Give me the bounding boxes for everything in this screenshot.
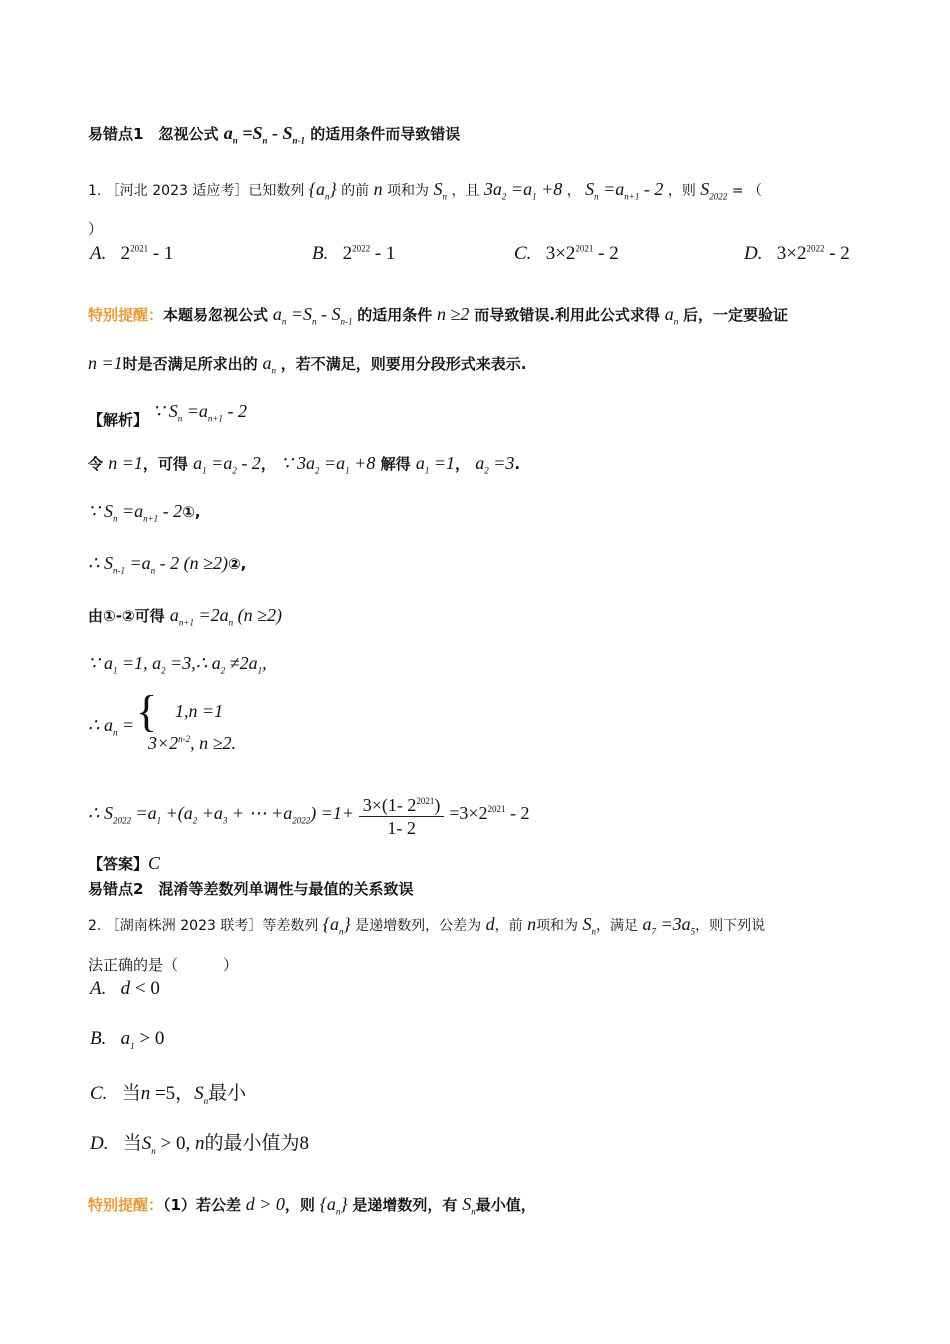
q1-text-d: ，: [566, 183, 581, 199]
tip2-d: d > 0: [245, 1194, 285, 1214]
piecewise-brace: {: [136, 687, 158, 736]
q1-close: ）: [88, 220, 104, 238]
tip1-text-d: 后，一定要验证: [682, 306, 788, 324]
tip1-formula: $a_n =S_n - S_{n-1}$: [272, 304, 353, 327]
tip1-text-b: 的适用条件: [357, 306, 433, 324]
solution-line3: [88, 500, 862, 530]
q2-sn: $S_n$: [582, 914, 597, 937]
tip2-text-b: ，则: [284, 1196, 315, 1214]
solution-line4: [88, 552, 862, 582]
q1-option-c[interactable]: C. $3\times 2^{2021} - 2$: [514, 243, 619, 264]
q2-text-e: ，则下列说: [695, 918, 766, 934]
q1-option-c-label: C.: [514, 243, 532, 264]
piecewise-case2: $3\times 2^{n-2}$, n ≥2.: [148, 733, 237, 753]
q1-text-a: 的前: [341, 183, 370, 199]
q1-n: n: [373, 179, 383, 199]
tip1-line1: [88, 303, 862, 333]
section1-title: [88, 122, 862, 152]
q2-option-a-label: A.: [90, 978, 107, 999]
solution-l2-eq: $a_1 =a_2 - 2$: [193, 453, 261, 476]
q2-option-b-label: B.: [90, 1028, 107, 1049]
solution-l8-eq: ∴ $S_{2022} =a_1 +(a_2 +a_3$ + ⋯ $+a_{2022}) =1+$: [88, 803, 354, 826]
solution-l5-a: 由①-②可得: [88, 607, 165, 625]
tip1-an2: $a_n$: [262, 353, 276, 376]
solution-l4-mark: ②,: [227, 555, 247, 573]
q2-stem: [88, 913, 862, 943]
tip2-text-c: 是递增数列，有: [352, 1196, 458, 1214]
q1-text-b: 项和为: [387, 183, 430, 199]
q2-text-c: 项和为: [536, 918, 579, 934]
tip2-text-a: （1）若公差: [163, 1196, 241, 1214]
solution-l2-eq2: ∵ $3a_2 =a_1 +8$: [281, 453, 376, 476]
q2-option-c[interactable]: C. 当n =5，$S_n$最小: [90, 1083, 247, 1106]
tip1-text-c: 而导致错误.利用此公式求得: [474, 306, 660, 324]
tip1-n1: n =1: [88, 353, 123, 373]
q1-option-b-label: B.: [312, 243, 329, 264]
solution-l4-eq: ∴ $S_{n-1} =a_n - 2$ (n ≥2): [88, 553, 228, 576]
q2-option-c-label: C.: [90, 1083, 108, 1104]
section1-formula: $a_n =S_n - S_{n-1}$: [223, 123, 306, 146]
tip1-cond: n ≥2: [437, 304, 470, 324]
solution-l5-eq: $a_{n+1} =2a_n$ (n ≥2): [169, 605, 282, 628]
q2-option-d-label: D.: [90, 1133, 109, 1154]
q1-cond1: $3a_2 =a_1 +8$: [483, 179, 563, 202]
q1-s2022: $S_{2022}$: [700, 179, 728, 202]
solution-l7-lhs: ∴ $a_n$ =: [88, 715, 135, 738]
tip1-label: 特别提醒：: [88, 306, 164, 324]
solution-line2: 令 n =1，可得 $a_1 =a_2 - 2$， ∵ $3a_2 =a_1 +8$ 解得 $a_1 =1$， $a_2 =3$.: [88, 453, 521, 476]
solution-l3-eq: ∵ $S_n =a_{n+1} - 2$: [88, 501, 183, 524]
q1-seq: $\{a_n\}$: [308, 179, 337, 202]
tip2-line1: [88, 1193, 862, 1223]
solution-label: 【解析】: [88, 411, 149, 429]
solution-l2-e: ，: [454, 455, 470, 473]
q2-option-b[interactable]: B. $a_1 > 0$: [90, 1028, 165, 1051]
answer-label: 【答案】: [88, 855, 149, 873]
tip1-line2: [88, 352, 862, 382]
piecewise-case1: 1,n =1: [175, 701, 224, 721]
tip2-label: 特别提醒：: [88, 1196, 164, 1214]
solution-l2-a: 令: [88, 455, 104, 473]
q1-option-d-label: D.: [744, 243, 763, 264]
tip1-text-e: 时是否满足所求出的: [122, 355, 258, 373]
tip1-an: $a_n$: [664, 304, 679, 327]
solution-l2-a2: $a_2 =3$: [475, 453, 515, 476]
tip1-text-f: ，若不满足，则要用分段形式来表示.: [280, 355, 527, 373]
solution-l6-eq: ∵ $a_1 =1$, $a_2$ =3,∴ $a_2 \ne 2a_1$,: [88, 653, 267, 676]
solution-line8: ∴ $S_{2022} =a_1 +(a_2 +a_3$ + ⋯ $+a_{2022}) =1+$ $\frac{3\times(1- 2^{2021})}{1- 2}$ $=3\times 2^{2021} - 2$: [88, 790, 862, 839]
section1-title-suffix: 的适用条件而导致错误: [310, 125, 461, 143]
solution-line6: [88, 652, 862, 682]
solution-eq1: ∵ $S_n =a_{n+1} - 2$: [152, 401, 247, 424]
q1-text-c: ，且: [451, 183, 480, 199]
solution-l2-c: ，: [260, 455, 276, 473]
q1-sn: $S_n$: [433, 179, 448, 202]
q1-option-a[interactable]: A. $2^{2021} - 1$: [90, 243, 174, 264]
section2-title: 易错点2 混淆等差数列单调性与最值的关系致误: [88, 880, 414, 898]
q2-line2: 法正确的是（ ）: [88, 956, 239, 974]
q1-option-a-label: A.: [90, 243, 107, 264]
q2-text-d: ，满足: [596, 918, 639, 934]
q2-n: n: [527, 914, 537, 934]
solution-l2-b: ，可得: [142, 455, 188, 473]
tip2-seq: $\{a_n\}$: [319, 1194, 348, 1217]
tip2-text-d: 最小值，: [475, 1196, 536, 1214]
q2-d: d: [485, 914, 495, 934]
q2-text-b: ，前: [494, 918, 523, 934]
q1-option-b[interactable]: B. $2^{2022} - 1$: [312, 243, 396, 264]
q1-stem: [88, 178, 862, 208]
q2-cond: $a_7 =3a_5$: [642, 914, 696, 937]
solution-line1: [88, 400, 862, 430]
section1-title-prefix: 易错点1 忽视公式: [88, 125, 219, 143]
solution-l3-mark: ①,: [182, 503, 201, 521]
q2-option-d[interactable]: D. 当$S_n > 0$, n的最小值为8: [90, 1133, 309, 1156]
q2-option-a[interactable]: A. d < 0: [90, 978, 160, 999]
solution-l2-d: 解得: [380, 455, 411, 473]
solution-fraction: $\frac{3\times(1- 2^{2021})}{1- 2}$: [359, 790, 445, 839]
q2-seq: $\{a_n\}$: [322, 914, 351, 937]
q1-source: 1. ［河北 2023 适应考］已知数列: [88, 183, 305, 199]
q1-cond2: $S_n =a_{n+1} - 2$: [585, 179, 664, 202]
q1-text-e: ，则: [667, 183, 696, 199]
tip2-sn: $S_n$: [462, 1194, 476, 1217]
answer-value: C: [148, 853, 161, 873]
q1-option-d[interactable]: D. $3\times 2^{2022} - 2$: [744, 243, 850, 264]
q2-source: 2. ［湖南株洲 2023 联考］等差数列: [88, 918, 319, 934]
q2-text-a: 是递增数列，公差为: [355, 918, 482, 934]
solution-line5: [88, 604, 862, 634]
solution-l2-n1: n =1: [108, 453, 143, 473]
solution-l2-a1: $a_1 =1$: [415, 453, 455, 476]
q1-tail: = （: [731, 183, 762, 199]
tip1-text-a: 本题易忽视公式: [163, 306, 269, 324]
answer-line: [88, 852, 862, 875]
